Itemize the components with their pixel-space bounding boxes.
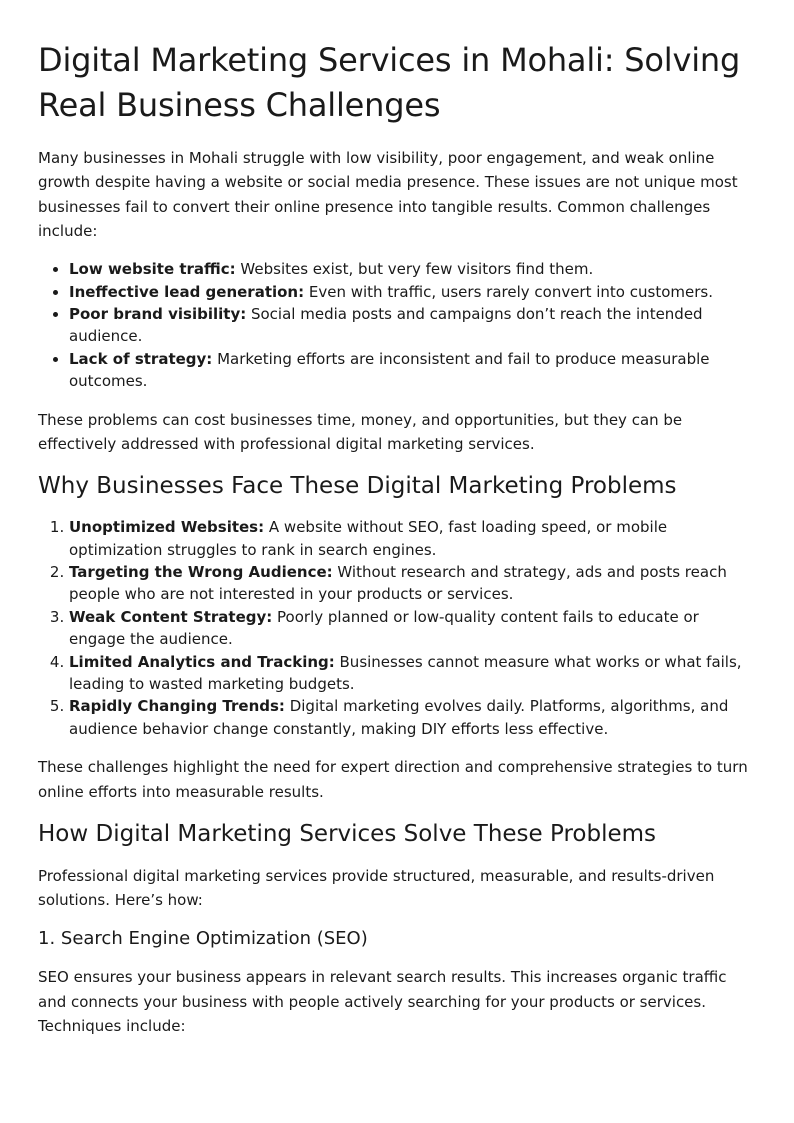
item-text: Marketing efforts are inconsistent and fail to produce measurable outcomes. — [69, 349, 710, 391]
item-label: Low website traffic: — [69, 260, 236, 279]
challenges-highlight-paragraph: These challenges highlight the need for expert direction and comprehensive strategies to turn online efforts into measurable results. — [38, 758, 748, 801]
item-label: Lack of strategy: — [69, 349, 213, 368]
item-text: Social media posts and campaigns don’t reach the intended audience. — [69, 305, 703, 346]
seo-paragraph: SEO ensures your business appears in relevant search results. This increases organic traffic and connects your business with people actively searching for your products or services. Techniques include: — [38, 968, 727, 1036]
item-text: Websites exist, but very few visitors find them. — [235, 260, 594, 279]
how-intro-paragraph: Professional digital marketing services provide structured, measurable, and results-driven solutions. Here’s how: — [38, 866, 715, 910]
list-item — [69, 258, 754, 280]
reasons-list — [38, 516, 754, 740]
seo-heading: 1. Search Engine Optimization (SEO) — [38, 928, 368, 950]
problems-cost-paragraph: These problems can cost businesses time, money, and opportunities, but they can be effectively addressed with professional digital marketing services. — [38, 410, 683, 453]
list-item — [69, 516, 754, 561]
how-heading: How Digital Marketing Services Solve These Problems — [38, 820, 657, 847]
item-label: Targeting the Wrong Audience: — [69, 563, 333, 582]
challenges-list — [38, 258, 754, 392]
item-label: Poor brand visibility: — [69, 305, 247, 323]
item-label: Ineffective lead generation: — [69, 282, 305, 301]
list-item — [69, 606, 754, 651]
list-item — [69, 561, 754, 606]
item-label: Rapidly Changing Trends: — [69, 697, 285, 716]
item-text: Poorly planned or low-quality content fails to educate or engage the audience. — [69, 607, 699, 649]
item-text: Without research and strategy, ads and posts reach people who are not interested in your products or services. — [69, 563, 727, 604]
page-title: Digital Marketing Services in Mohali: Solving Real Business Challenges — [38, 41, 741, 124]
item-text: Even with traffic, users rarely convert into customers. — [304, 282, 713, 301]
why-heading: Why Businesses Face These Digital Marketing Problems — [38, 473, 677, 500]
item-label: Limited Analytics and Tracking: — [69, 652, 335, 671]
item-text: Digital marketing evolves daily. Platforms, algorithms, and audience behavior change constantly, making DIY efforts less effective. — [69, 697, 729, 738]
list-item — [69, 303, 754, 348]
item-text: Businesses cannot measure what works or what fails, leading to wasted marketing budgets. — [69, 652, 742, 694]
item-text: A website without SEO, fast loading speed, or mobile optimization struggles to rank in search engines. — [69, 518, 668, 559]
list-item — [69, 651, 754, 696]
intro-paragraph: Many businesses in Mohali struggle with low visibility, poor engagement, and weak online growth despite having a website or social media presence. These issues are not unique most businesses fail to convert their online presence into tangible results. Common challenges include: — [38, 149, 738, 240]
item-label: Weak Content Strategy: — [69, 607, 273, 626]
item-label: Unoptimized Websites: — [69, 518, 265, 537]
list-item — [69, 281, 754, 303]
list-item — [69, 695, 754, 740]
list-item — [69, 348, 754, 393]
